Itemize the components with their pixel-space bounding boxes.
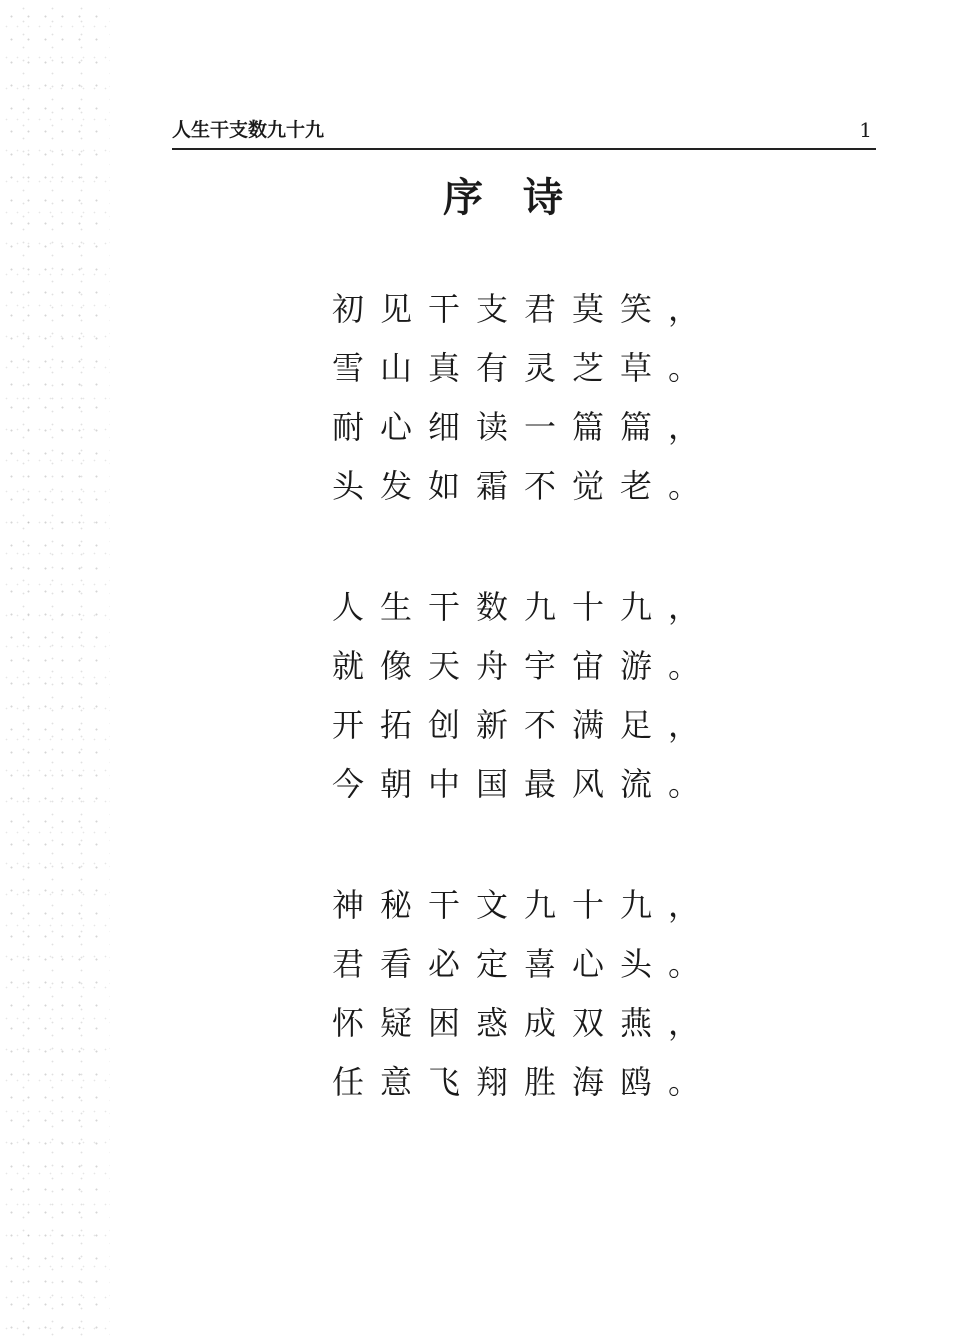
- stanza-3: [332, 876, 717, 1112]
- poem-line: 雪山真有灵芝草。: [332, 349, 717, 387]
- poem-line: 怀疑困惑成双燕，: [332, 1004, 717, 1042]
- poem-line: 头发如霜不觉老。: [332, 467, 717, 505]
- page-number: 1: [859, 118, 872, 142]
- poem-line: 君看必定喜心头。: [332, 945, 717, 983]
- stanza-1: [332, 280, 717, 516]
- poem-line: 就像天舟宇宙游。: [332, 647, 717, 685]
- poem-line: 神秘干文九十九，: [332, 886, 717, 924]
- poem-line: 耐心细读一篇篇，: [332, 408, 717, 446]
- poem-body: [332, 280, 717, 1174]
- poem-line: 开拓创新不满足，: [332, 706, 717, 744]
- poem-line: 任意飞翔胜海鸥。: [332, 1063, 717, 1101]
- running-header: [172, 116, 876, 150]
- poem-line: 初见干支君莫笑，: [332, 290, 717, 328]
- stanza-2: [332, 578, 717, 814]
- poem-line: 今朝中国最风流。: [332, 765, 717, 803]
- poem-line: 人生干数九十九，: [332, 588, 717, 626]
- running-title: 人生干支数九十九: [172, 119, 325, 141]
- poem-title: 序诗: [443, 174, 603, 221]
